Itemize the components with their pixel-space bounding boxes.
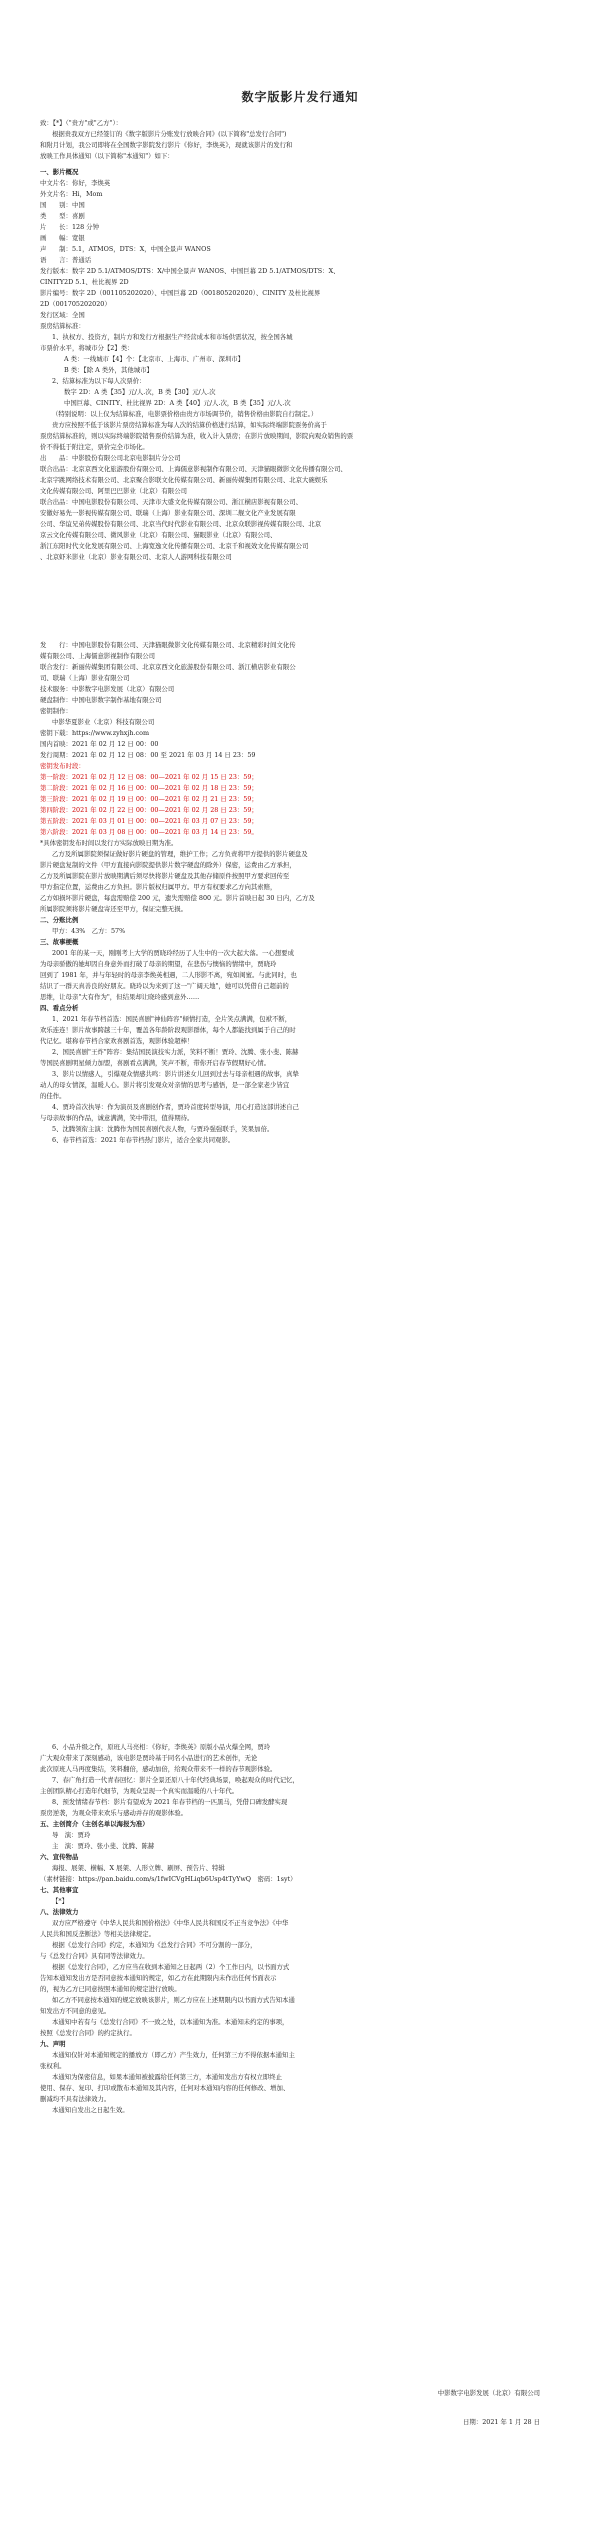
fee-line: 中国巨幕、CINITY、杜比视界 2D：A 类【40】元/人.次，B 类【35】元/人.次 (64, 399, 291, 407)
intro-line: 根据贵我双方已经签订的《数字版影片分账发行放映合同》(以下简称"总发行合同") (52, 130, 287, 138)
fee-line: 2、结算标准为以下每人次票价： (52, 377, 146, 385)
signature-spacer (40, 2399, 560, 2417)
synopsis-line: 思维，让母亲"大有作为"，但结果却让晓玲感到意外…… (40, 993, 200, 1001)
legal-line: 告知本通知发出方是否同意按本通知的规定，如乙方在此期限内未作出任何书面表示 (40, 1974, 277, 1982)
distributor-line: 媒有限公司、上海儒意影视制作有限公司 (40, 652, 156, 660)
film-info: 声 制：5.1，ATMOS，DTS：X，中国全景声 WANOS (40, 245, 211, 253)
section-heading: 一、影片概况 (40, 168, 79, 176)
highlight-line: 8、预发情绪春节档：影片有望成为 2021 年春节档的一匹黑马，凭借口碑发酵实现 (52, 1798, 288, 1806)
statement-line: 删减均不具有法律效力。 (40, 2095, 111, 2103)
key-note: 影片硬盘复制的文件（甲方直接向影院提供影片数字硬盘的除外）保密，运费由乙方承担， (40, 861, 296, 869)
synopsis-line: 结识了一群天真善良的好朋友。晓玲以为来到了这一"广阔天地"，她可以凭借自己超前的 (40, 982, 289, 990)
key-stage: 第四阶段：2021 年 02 月 22 日 00：00—2021 年 02 月 28 日 23：59； (40, 806, 258, 814)
statement-line: 本通知自发出之日起生效。 (52, 2106, 129, 2114)
legal-line: 人民共和国反垄断法》等相关法律规定。 (40, 1930, 156, 1938)
highlight-line: 1、2021 年春节档首选：国民喜剧"神仙阵容"倾情打造，全片笑点满满，包袱不断， (52, 1015, 292, 1023)
release-date: 国内首映：2021 年 02 月 12 日 00：00 (40, 740, 159, 748)
key-note: *具体密钥发布时间以发行方实际放映日期为准。 (40, 839, 178, 847)
film-info: 类 型：喜剧 (40, 212, 85, 220)
section-heading: 七、其他事宜 (40, 1886, 79, 1894)
statement-line: 本通知仅针对本通知规定的播放方（即乙方）产生效力，任何第三方不得依据本通知主 (52, 2051, 295, 2059)
key-note: 甲方指定位置，运费由乙方负担。影片版权归属甲方。甲方有权要求乙方向其索赔， (40, 883, 277, 891)
coproducer-line: 京云文化传媒有限公司、微风影业（北京）有限公司、猫眼影业（北京）有限公司、 (40, 531, 277, 539)
key-note: 所属影院须将影片硬盘寄还至甲方，保证完整无损。 (40, 905, 187, 913)
highlight-line: 票房逆袭，为观众带来欢乐与感动并存的观影体验。 (40, 1809, 187, 1817)
joint-distributor-line: 司、联瑞（上海）影业有限公司 (40, 674, 130, 682)
film-info: 国 别：中国 (40, 201, 85, 209)
greeting: 致：【*】（"贵方"或"乙方"）： (40, 119, 123, 127)
section-film-overview (40, 167, 560, 563)
coproducer-line: 联合出品：中国电影股份有限公司、天津市大盛文化传媒有限公司、浙江横店影视有限公司、 (40, 498, 303, 506)
revenue-split: 甲方：43% 乙方：57% (52, 927, 126, 935)
legal-line: 的，视为乙方已同意按照本通知的规定进行放映。 (40, 1985, 181, 1993)
release-version: CINITY2D 5.1、杜比视界 2D (40, 278, 129, 286)
legal-line: 与《总发行合同》具有同等法律效力。 (40, 1952, 149, 1960)
highlight-line: 此次原班人马再度集结，笑料翻倍，感动加倍，给观众带来不一样的春节观影体验。 (40, 1765, 277, 1773)
legal-line: 根据《总发行合同》，乙方应当在收到本通知之日起两（2）个工作日内，以书面方式 (52, 1963, 290, 1971)
section-highlights-continued (40, 1742, 560, 2116)
cast-line: 主 演：贾玲、张小斐、沈腾、陈赫 (52, 1842, 155, 1850)
fee-line: （特别说明：以上仅为结算标准，电影票价格由贵方市场调节价，销售价格由影院自行制定。） (52, 410, 318, 418)
statement-line: 使用、保存、复印、打印或散布本通知及其内容，任何对本通知内容的任何修改、增加、 (40, 2084, 290, 2092)
key-stage: 第五阶段：2021 年 03 月 01 日 00：00—2021 年 03 月 07 日 23：59； (40, 817, 258, 825)
film-info: 中文片名：你好，李焕英 (40, 179, 111, 187)
film-info: 外文片名：Hi，Mom (40, 190, 103, 198)
section-heading: 五、主创简介（主创名单以海报为准） (40, 1820, 149, 1828)
cast-line: 导 演：贾玲 (52, 1831, 91, 1839)
key-stage: 第三阶段：2021 年 02 月 19 日 00：00—2021 年 02 月 21 日 23：59； (40, 795, 258, 803)
key-stage: 第二阶段：2021 年 02 月 16 日 00：00—2021 年 02 月 18 日 23：59； (40, 784, 258, 792)
key-download-site: 密钥下载：https://www.zyhxjh.com (40, 729, 150, 737)
producer-line: 文化传媒有限公司、阿里巴巴影业（北京）有限公司 (40, 487, 187, 495)
promo-line: 海报、展架、横幅、X 展架、人形立牌、刷屏、预告片、特辑 (52, 1864, 225, 1872)
highlight-line: 主创团队精心打造年代细节，为观众呈现一个真实而温暖的八十年代。 (40, 1787, 239, 1795)
distributor-line: 发 行：中国电影股份有限公司、天津猫眼微影文化传媒有限公司、北京精彩时间文化传 (40, 641, 296, 649)
highlight-line: 代记忆。堪称春节档合家欢喜剧首选，观影体验超棒！ (40, 1037, 194, 1045)
page-title: 数字版影片发行通知 (241, 90, 359, 104)
intro-line: 放映工作具体通知（以下简称"本通知"）如下： (40, 152, 174, 160)
other-matters: 【*】 (52, 1897, 68, 1905)
film-info: 语 言：普通话 (40, 256, 92, 264)
highlight-line: 的佳作。 (40, 1092, 66, 1100)
release-period: 发行周期：2021 年 02 月 12 日 08：00 至 2021 年 03 月 14 日 23：59 (40, 751, 256, 759)
film-info: 画 幅：宽银 (40, 234, 85, 242)
greeting-block (40, 118, 560, 162)
highlight-line: 4、贾玲首次执导：作为演员及喜剧创作者，贾玲首度转型导演，用心打造这部讲述自己 (52, 1103, 299, 1111)
highlight-line: 6、小品升级之作，原班人马亮相：《你好，李焕英》原版小品火爆全网，贾玲 (52, 1743, 271, 1751)
fee-line: 市票价水平，将城市分【2】类： (40, 344, 134, 352)
synopsis-line: 为母亲骄傲的她却因自身意外而打破了母亲的期望，在悲伤与懊恼的情绪中，贾晓玲 (40, 960, 277, 968)
synopsis-line: 2001 年的某一天，刚刚考上大学的贾晓玲经历了人生中的一次大起大落。一心想要成 (52, 949, 294, 957)
coproducer-line: 安徽好易先一影视传媒有限公司、联瑞（上海）影业有限公司、深圳二舰文化产业发展有限 (40, 509, 296, 517)
statement-line: 本通知为保密信息，如果本通知被披露给任何第三方，本通知发出方有权立即终止 (52, 2073, 283, 2081)
legal-line: 本通知中若有与《总发行合同》不一致之处，以本通知为准。本通知未约定的事项， (52, 2018, 289, 2026)
synopsis-line: 回到了 1981 年，并与年轻时的母亲李焕英相遇，二人形影不离，宛如闺蜜。与此同时，也 (40, 971, 297, 979)
signature-block (40, 2388, 560, 2428)
release-area: 发行区域：全国 (40, 311, 85, 319)
highlight-line: 2、国民喜剧"王炸"阵容：集结国民演技实力派，笑料不断！贾玲、沈腾、张小斐、陈赫 (52, 1048, 299, 1056)
release-version: 发行版本：数字 2D 5.1/ATMOS/DTS：X/中国全景声 WANOS、中国巨幕 2D 5.1/ATMOS/DTS：X、 (40, 267, 340, 275)
highlight-line: 7、春广角打造一代青春回忆：影片全景还原八十年代经典场景，唤起观众的时代记忆， (52, 1776, 299, 1784)
coproducer-line: 浙江东阳时代文化发展有限公司、上海宽逸文化传播有限公司、北京千和视效文化传媒有限公司 (40, 542, 309, 550)
signature-company: 中影数字电影发展（北京）有限公司 (437, 2389, 540, 2397)
legal-line: 知发出方不同意的意见。 (40, 2007, 111, 2015)
key-production-company: 中影华夏影业（北京）科技有限公司 (52, 718, 155, 726)
key-note: 乙方及所属影院在影片放映期满后须尽快将影片硬盘及其他存储原件按照甲方要求回传至 (40, 872, 290, 880)
promo-link[interactable]: （素材链接：https://pan.baidu.com/s/1fwICVgHLiqb6Usp4tTyYwQ 密码：1syt） (40, 1875, 297, 1883)
highlight-line: 3、影片以情感人，引爆观众情感共鸣：影片讲述女儿回到过去与母亲相遇的故事，真挚 (52, 1070, 299, 1078)
coproducer-line: 、北京虾米影业（北京）影业有限公司、北京人人游网科技有限公司 (40, 553, 232, 561)
fee-line: 票房结算标准的，则以实际终端影院销售票价结算为准，收入计入票房；在影片放映期间，影院向观众销售的票 (40, 432, 354, 440)
highlight-line: 动人的母女情深，温暖人心。影片将引发观众对亲情的思考与感悟，是一部全家老少皆宜 (40, 1081, 290, 1089)
legal-line: 双方应严格遵守《中华人民共和国价格法》《中华人民共和国反不正当竞争法》《中华 (52, 1919, 289, 1927)
key-stage: 第一阶段：2021 年 02 月 12 日 08：00—2021 年 02 月 15 日 23：59； (40, 773, 258, 781)
section-heading: 四、看点分析 (40, 1004, 79, 1012)
section-heading: 八、法律效力 (40, 1908, 79, 1916)
key-note: 乙方如损坏影片硬盘，每盘需赔偿 200 元，遗失需赔偿 800 元。影片首映日起 30 日内，乙方及 (40, 894, 315, 902)
producer-line: 出 品：中影股份有限公司北京电影制片分公司 (40, 454, 181, 462)
highlight-line: 欢乐连连！影片故事跨越三十年，覆盖各年龄阶段观影群体，每个人都能找到属于自己的时 (40, 1026, 296, 1034)
highlight-line: 与母亲故事的作品，诚意满满，笑中带泪，值得期待。 (40, 1114, 194, 1122)
fee-line: 价不得低于附注定，票价完全市场化。 (40, 443, 149, 451)
producer-line: 北京字跳网络技术有限公司、北京聚合影联文化传媒有限公司、新丽传媒集团有限公司、北京大碗娱乐 (40, 476, 328, 484)
coproducer-line: 公司、华谊兄弟传媒股份有限公司、北京当代时代影业有限公司、北京众联影视传媒有限公司、北京 (40, 520, 322, 528)
highlight-line: 广大观众带来了深刻感动，该电影是贾玲基于同名小品进行的艺术创作，无论 (40, 1754, 258, 1762)
intro-line: 和附月计划，我公司即将在全国数字影院发行影片《你好，李焕英》，现就该影片的发行和 (40, 141, 293, 149)
legal-line: 如乙方不同意按本通知的规定放映该影片，则乙方应在上述期限内以书面方式告知本通 (52, 1996, 295, 2004)
legal-line: 按照《总发行合同》的约定执行。 (40, 2029, 136, 2037)
section-heading: 三、故事梗概 (40, 938, 79, 946)
statement-line: 张权利。 (40, 2062, 66, 2070)
key-stage: 第六阶段：2021 年 03 月 08 日 00：00—2021 年 03 月 14 日 23：59。 (40, 828, 258, 836)
key-schedule-title: 密钥发布时段： (40, 762, 85, 770)
disk-production: 硬盘制作：中国电影数字制作基地有限公司 (40, 696, 162, 704)
signature-date: 日期：2021 年 1 月 28 日 (463, 2418, 540, 2426)
fee-line: 数字 2D：A 类【35】元/人.次，B 类【30】元/人.次 (64, 388, 216, 396)
film-info: 片 长：128 分钟 (40, 223, 99, 231)
highlight-line: 等国民喜剧明星倾力加盟，喜剧看点满满，笑声不断，带你开启春节假期好心情。 (40, 1059, 271, 1067)
section-heading: 六、宣传物品 (40, 1853, 79, 1861)
key-production-label: 密钥制作： (40, 707, 72, 715)
fee-line: B 类：【除 A 类外，其他城市】 (64, 366, 153, 374)
film-code: 2D（001705202020） (40, 300, 111, 308)
fee-heading: 票房结算标准： (40, 322, 85, 330)
film-code: 影片编号：数字 2D（001105202020）、中国巨幕 2D（001805202020）、CINITY 及杜比视界 (40, 289, 321, 297)
section-distribution (40, 640, 560, 1146)
section-heading: 二、分账比例 (40, 916, 79, 924)
fee-line: 贵方应按照不低于该影片票房结算标准为每人次的结算价格进行结算，如实际终端影院票务价高于 (52, 421, 327, 429)
tech-service: 技术服务：中影数字电影发展（北京）有限公司 (40, 685, 175, 693)
key-note: 乙方及所属影院须保证做好影片硬盘的管理，维护工作；乙方负责将甲方提供的影片硬盘及 (52, 850, 308, 858)
fee-line: 1、执权方、投资方，制片方和发行方根据生产经营成本和市场供需状况，按全国各城 (52, 333, 293, 341)
joint-distributor-line: 联合发行：新丽传媒集团有限公司、北京京西文化旅游股份有限公司、浙江横店影业有限公 (40, 663, 296, 671)
producer-line: 联合出品：北京京西文化旅游股份有限公司、上海儒意影视制作有限公司、天津猫眼微影文化传播有限公司、 (40, 465, 347, 473)
highlight-line: 6、春节档首选：2021 年春节档热门影片，适合全家共同观影。 (52, 1136, 235, 1144)
section-heading: 九、声明 (40, 2040, 66, 2048)
highlight-line: 5、沈腾领衔主演：沈腾作为国民喜剧代表人物，与贾玲强强联手，笑果加倍。 (52, 1125, 274, 1133)
fee-line: A 类：一线城市【4】个：【北京市、上海市、广州市、深圳市】 (64, 355, 245, 363)
legal-line: 根据《总发行合同》约定，本通知为《总发行合同》不可分割的一部分， (52, 1941, 257, 1949)
